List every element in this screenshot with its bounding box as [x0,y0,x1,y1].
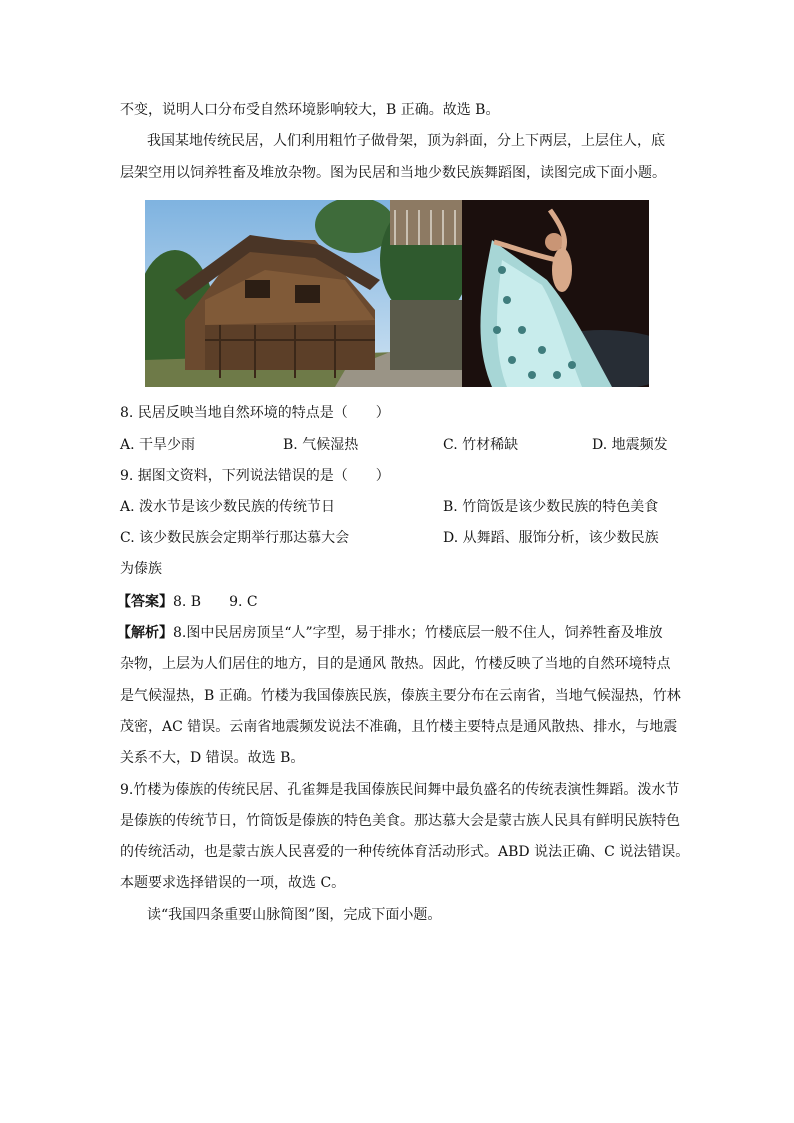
analysis-line4: 茂密，AC 错误。云南省地震频发说法不准确，且竹楼主要特点是通风散热、排水，与地震 [120,719,678,735]
analysis9-line2: 是傣族的传统节日，竹筒饭是傣族的特色美食。那达慕大会是蒙古族人民具有鲜明民族特色 [120,813,680,829]
next-question-intro: 读“我国四条重要山脉简图”图，完成下面小题。 [147,907,442,923]
text-line: 不变，说明人口分布受自然环境影响较大，B 正确。故选 B。 [120,102,500,118]
analysis-line3: 是气候湿热，B 正确。竹楼为我国傣族民族，傣族主要分布在云南省，当地气候湿热，竹林 [120,688,681,704]
analysis-line1: 【解析】8.图中民居房顶呈“人”字型，易于排水；竹楼底层一般不住人，饲养牲畜及堆放 [117,625,663,641]
answer-text: 8. B 9. C [173,594,258,610]
option-9d-continuation: 为傣族 [120,561,162,577]
option-8a: A. 干旱少雨 [120,437,196,453]
analysis9-line4: 本题要求选择错误的一项，故选 C。 [120,875,346,891]
analysis-line2: 杂物，上层为人们居住的地方，目的是通风 散热。因此，竹楼反映了当地的自然环境特点 [120,656,671,672]
figure-dwelling-and-dance [145,200,649,387]
answer-label: 【答案】 [117,594,173,610]
analysis-label: 【解析】 [117,625,173,641]
option-9d: D. 从舞蹈、服饰分析，该少数民族 [443,530,659,546]
analysis9-line1: 9.竹楼为傣族的传统民居、孔雀舞是我国傣族民间舞中最负盛名的传统表演性舞蹈。泼水节 [120,782,680,798]
peacock-dance-photo [462,200,649,387]
analysis-line5: 关系不大，D 错误。故选 B。 [120,750,305,766]
stilt-house-photo [145,200,462,387]
option-9c: C. 该少数民族会定期举行那达慕大会 [120,530,350,546]
paragraph-intro-line1: 我国某地传统民居，人们利用粗竹子做骨架，顶为斜面，分上下两层，上层住人，底 [147,133,665,149]
option-9b: B. 竹筒饭是该少数民族的特色美食 [443,499,659,515]
answer-line [117,592,258,612]
question-9-stem: 9. 据图文资料，下列说法错误的是（ ） [120,468,390,484]
paragraph-intro-line2: 层架空用以饲养牲畜及堆放杂物。图为民居和当地少数民族舞蹈图，读图完成下面小题。 [120,165,666,181]
question-8-stem: 8. 民居反映当地自然环境的特点是（ ） [120,405,390,421]
option-8b: B. 气候湿热 [283,437,359,453]
option-9a: A. 泼水节是该少数民族的传统节日 [120,499,336,515]
analysis9-line3: 的传统活动，也是蒙古族人民喜爱的一种传统体育活动形式。ABD 说法正确、C 说法错误。 [120,844,690,860]
option-8c: C. 竹材稀缺 [443,437,519,453]
option-8d: D. 地震频发 [592,437,668,453]
